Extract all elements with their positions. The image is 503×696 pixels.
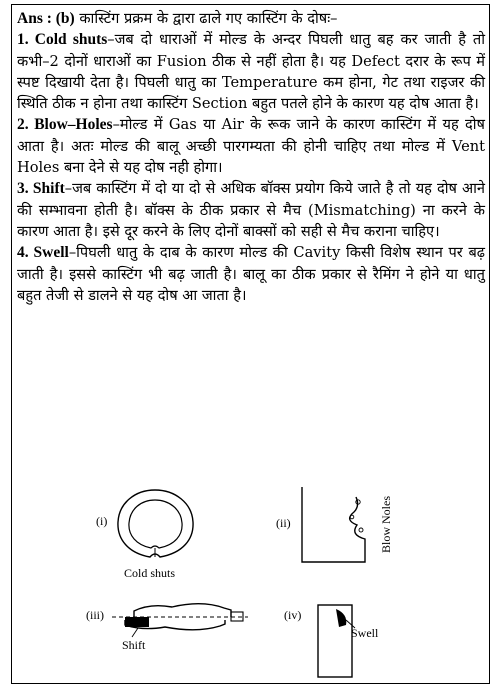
- fig2-number: (ii): [276, 516, 291, 530]
- blow-hole-dot: [359, 528, 363, 532]
- point-term: 1. Cold shuts: [17, 31, 108, 49]
- blow-holes-casting-outline: [302, 487, 365, 562]
- point-term: 2. Blow–Holes: [17, 116, 113, 134]
- defect-diagrams: [12, 475, 491, 683]
- point-text: –मोल्ड में Gas या Air के रूक जाने के कारण कास्टिंग में यह दोष आता है। अतः मोल्ड की बालू अच्छी पारगम्यता की होनी चाहिए तथा मोल्ड में Vent Holes बना देने से यह दोष नही होगा।: [17, 116, 485, 177]
- answer-text: [17, 8, 485, 306]
- answer-intro: कास्टिंग प्रक्रम के द्वारा ढाले गए कास्टिंग के दोषः–: [74, 10, 338, 27]
- answer-prefix: Ans : (b): [17, 10, 75, 27]
- point-cold-shuts: [17, 29, 485, 114]
- cold-shut-inner-ring: [129, 500, 182, 548]
- point-term: 4. Swell: [17, 244, 69, 262]
- point-blow-holes: [17, 114, 485, 178]
- point-text: –जब कास्टिंग में दो या दो से अधिक बॉक्स प्रयोग किये जाते है तो यह दोष आने की सम्भावना होती है। बॉक्स के ठीक प्रकार से मैच (Mismatching) ना करने के कारण आता है। इसे दूर करने के लिए दोनों बाक्सों को सही से मैच कराना चाहिए।: [17, 180, 485, 240]
- fig2-caption: Blow Noles: [379, 496, 393, 553]
- fig1-caption: Cold shuts: [124, 566, 176, 580]
- point-text: –जब दो धाराओं में मोल्ड के अन्दर पिघली धातु बह कर जाती है तो कभी–2 दोनों धाराओं का Fusion ठीक से नहीं होता है। यह Defect दरार के रूप में स्पष्ट दिखायी देता है। पिघली धातु का Temperature कम होना, गेट तथा राइजर की स्थिति ठीक न होना तथा कास्टिंग Section बहुत पतले होने के कारण यह दोष आता है।: [17, 31, 485, 113]
- blow-holes-figure: [276, 487, 393, 562]
- answer-heading: [17, 8, 485, 29]
- point-swell: [17, 242, 485, 306]
- fig3-caption: Shift: [122, 638, 146, 652]
- defect-figures: [12, 475, 491, 683]
- answer-box: [11, 4, 490, 684]
- fig3-number: (iii): [86, 608, 104, 622]
- cold-shuts-figure: [96, 490, 193, 580]
- swell-bulge: [336, 609, 346, 627]
- fig4-number: (iv): [284, 608, 302, 622]
- shift-figure: [86, 604, 248, 652]
- shift-core-print: [125, 617, 149, 627]
- swell-mould-wall: [318, 605, 352, 677]
- swell-figure: [284, 605, 379, 677]
- point-text: –पिघली धातु के दाब के कारण मोल्ड की Cavity किसी विशेष स्थान पर बढ़ जाती है। इससे कास्टिंग भी बढ़ जाती है। बालू का ठीक प्रकार से रैमिंग ने होने या धातु बहुत तेजी से डालने से यह दोष आ जाता है।: [17, 244, 485, 304]
- shift-pointer: [132, 628, 138, 637]
- fig1-number: (i): [96, 514, 108, 528]
- blow-hole-dot: [350, 515, 354, 519]
- fig4-caption: Swell: [351, 626, 379, 640]
- point-shift: [17, 178, 485, 242]
- point-term: 3. Shift: [17, 180, 65, 198]
- shift-upper-half: [134, 604, 231, 617]
